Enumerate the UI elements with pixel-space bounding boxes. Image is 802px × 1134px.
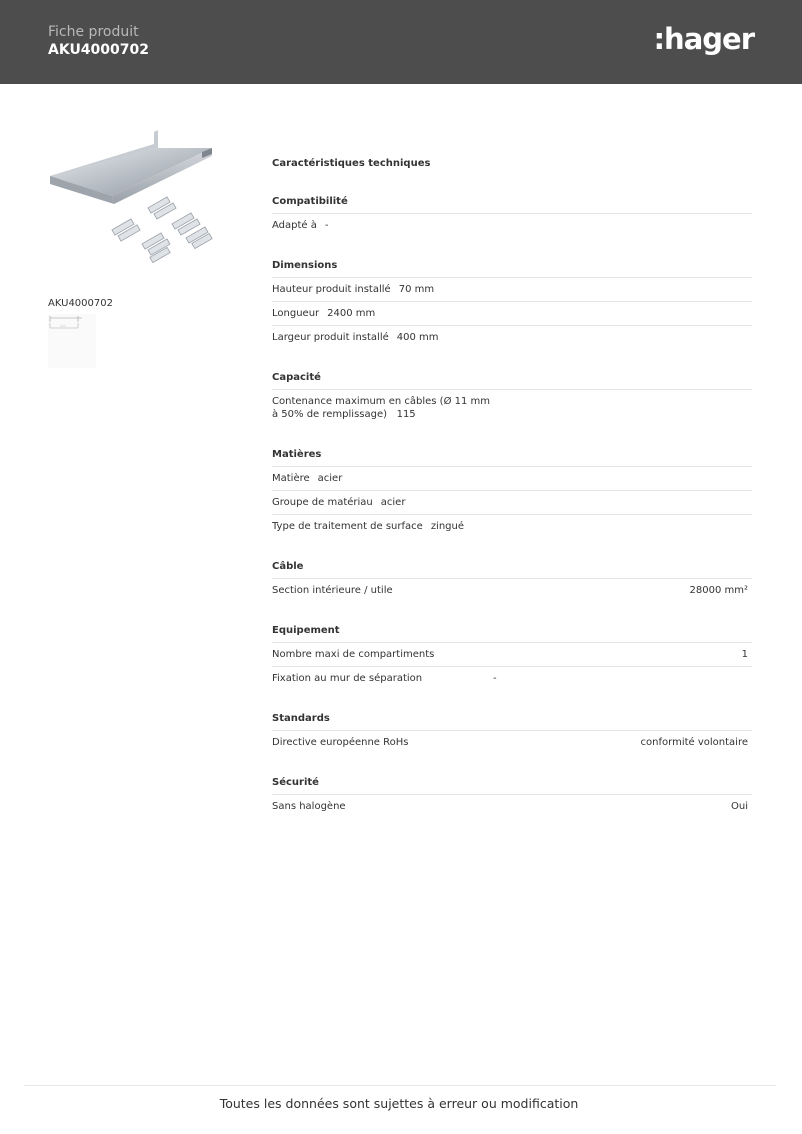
spec-value: 28000 mm² bbox=[689, 585, 748, 596]
page-title: Caractéristiques techniques bbox=[272, 158, 431, 169]
section-equipement bbox=[272, 620, 752, 690]
page-header bbox=[0, 0, 802, 84]
spec-label: Longueur bbox=[272, 308, 320, 319]
spec-label: Directive européenne RoHs bbox=[272, 737, 409, 748]
section-compatibilite bbox=[272, 191, 752, 237]
header-product-code: AKU4000702 bbox=[48, 42, 149, 58]
section-title: Compatibilité bbox=[272, 191, 752, 214]
section-dimensions bbox=[272, 255, 752, 349]
spec-value: acier bbox=[317, 473, 343, 484]
spec-row bbox=[272, 214, 752, 237]
spec-value: 400 mm bbox=[396, 332, 439, 343]
spec-row bbox=[272, 491, 752, 515]
spec-value: conformité volontaire bbox=[640, 737, 748, 748]
spec-label-text: Contenance maximum en câbles (Ø 11 mm à 50% de remplissage) bbox=[272, 396, 491, 420]
section-title: Standards bbox=[272, 708, 752, 731]
spec-label: Type de traitement de surface bbox=[272, 521, 423, 532]
spec-value: 115 bbox=[396, 409, 416, 420]
technical-drawing-thumbnail bbox=[48, 314, 96, 368]
spec-label: Groupe de matériau bbox=[272, 497, 373, 508]
spec-value: - bbox=[493, 673, 497, 684]
spec-value: zingué bbox=[430, 521, 465, 532]
spec-value: 1 bbox=[741, 649, 748, 660]
section-standards bbox=[272, 708, 752, 754]
spec-row bbox=[272, 643, 752, 667]
spec-label: Hauteur produit installé bbox=[272, 284, 391, 295]
spec-row bbox=[272, 467, 752, 491]
spec-value: acier bbox=[380, 497, 406, 508]
section-matieres bbox=[272, 444, 752, 538]
spec-label: Fixation au mur de séparation bbox=[272, 673, 423, 684]
spec-value: Oui bbox=[731, 801, 748, 812]
section-title: Sécurité bbox=[272, 772, 752, 795]
spec-label: Largeur produit installé bbox=[272, 332, 389, 343]
spec-row bbox=[272, 667, 752, 690]
spec-row bbox=[272, 302, 752, 326]
section-title: Matières bbox=[272, 444, 752, 467]
product-code-caption: AKU4000702 bbox=[48, 298, 113, 309]
spec-row bbox=[272, 731, 752, 754]
spec-value: - bbox=[324, 220, 329, 231]
section-cable bbox=[272, 556, 752, 602]
spec-label: Nombre maxi de compartiments bbox=[272, 649, 435, 660]
hager-logo: :hager bbox=[653, 22, 754, 56]
cable-tray-product-photo bbox=[46, 126, 216, 266]
section-capacite bbox=[272, 367, 752, 426]
technical-characteristics bbox=[272, 155, 752, 818]
section-title: Câble bbox=[272, 556, 752, 579]
spec-row bbox=[272, 579, 752, 602]
section-title: Dimensions bbox=[272, 255, 752, 278]
footer-divider bbox=[24, 1085, 776, 1086]
spec-label: Adapté à bbox=[272, 220, 317, 231]
spec-row bbox=[272, 795, 752, 818]
spec-label: Sans halogène bbox=[272, 801, 346, 812]
spec-row bbox=[272, 515, 752, 538]
section-title: Equipement bbox=[272, 620, 752, 643]
spec-value: 70 mm bbox=[398, 284, 435, 295]
section-title: Capacité bbox=[272, 367, 752, 390]
spec-label: Matière bbox=[272, 473, 310, 484]
spec-label bbox=[272, 395, 492, 421]
document-type: Fiche produit bbox=[48, 24, 139, 40]
spec-row bbox=[272, 326, 752, 349]
spec-value: 2400 mm bbox=[327, 308, 376, 319]
spec-label: Section intérieure / utile bbox=[272, 585, 393, 596]
spec-row bbox=[272, 390, 752, 426]
section-securite bbox=[272, 772, 752, 818]
footer-disclaimer: Toutes les données sont sujettes à erreur ou modification bbox=[219, 1096, 579, 1111]
spec-row bbox=[272, 278, 752, 302]
